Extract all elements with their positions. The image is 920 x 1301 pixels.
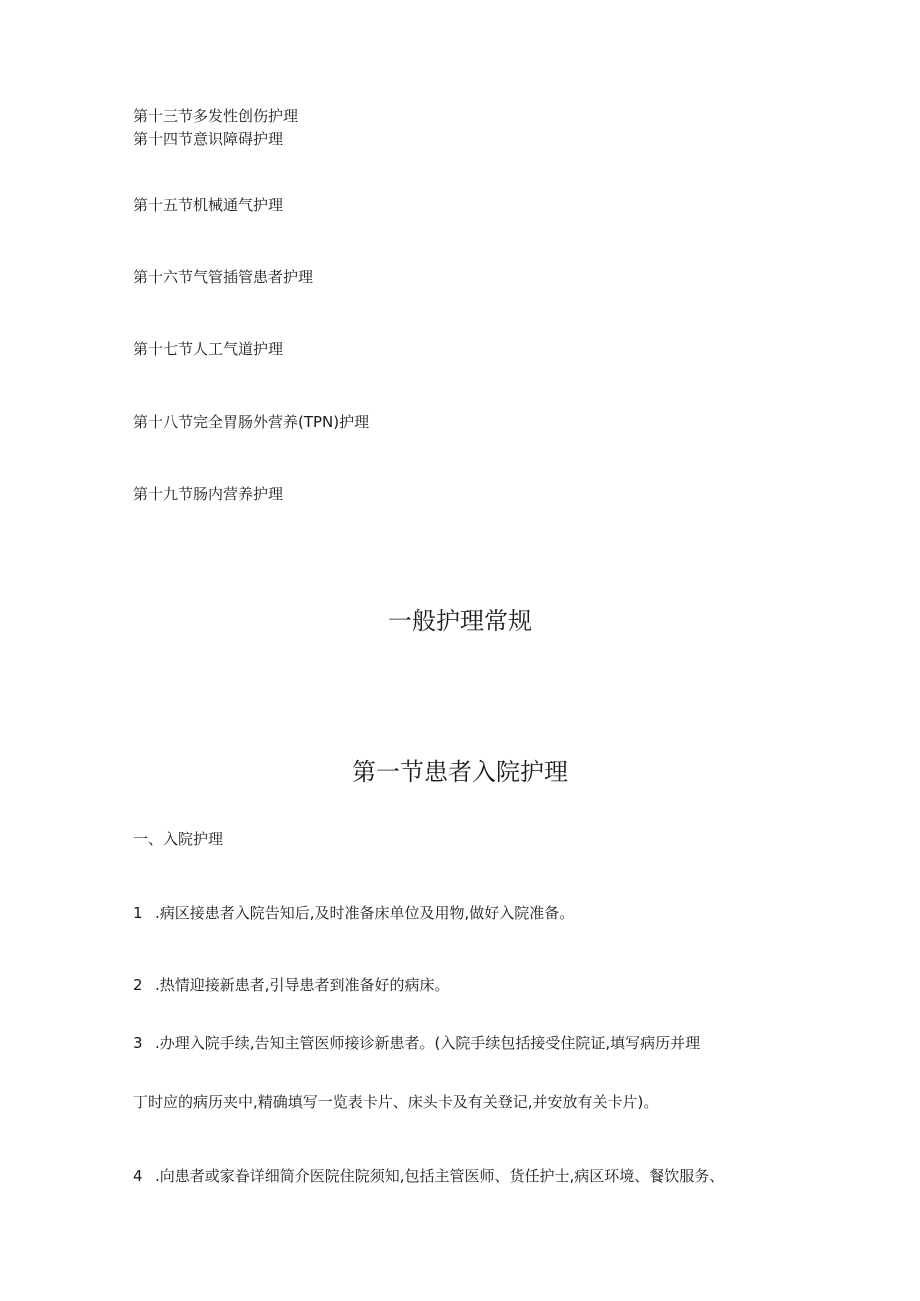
list-item-continuation bbox=[133, 1092, 658, 1112]
toc-item: 第十八节完全胃肠外营养(TPN)护理 bbox=[133, 413, 370, 431]
list-item bbox=[133, 1166, 724, 1186]
toc-item: 第十七节人工气道护理 bbox=[133, 340, 284, 358]
chapter-title: 一般护理常规 bbox=[388, 607, 532, 635]
toc-item: 第十九节肠内营养护理 bbox=[133, 485, 284, 503]
list-item-number: 3 bbox=[133, 1034, 143, 1052]
list-item bbox=[133, 1033, 700, 1053]
list-item-number: 1 bbox=[133, 904, 143, 922]
list-item-number: 2 bbox=[133, 976, 143, 994]
list-item-text: 丁时应的病历夹中,精确填写一览表卡片、床头卡及有关登记,并安放有关卡片)。 bbox=[133, 1093, 659, 1111]
list-item-text: .热情迎接新患者,引导患者到准备好的病床。 bbox=[155, 976, 450, 994]
toc-item: 第十三节多发性创伤护理 bbox=[133, 107, 299, 125]
list-item bbox=[133, 975, 450, 995]
list-item-text: .病区接患者入院告知后,及时准备床单位及用物,做好入院准备。 bbox=[155, 904, 575, 922]
toc-item: 第十六节气管插管患者护理 bbox=[133, 268, 314, 286]
toc-item: 第十五节机械通气护理 bbox=[133, 196, 284, 214]
section-title: 第一节患者入院护理 bbox=[352, 758, 568, 786]
subsection-heading: 一、入院护理 bbox=[133, 830, 224, 848]
list-item-number: 4 bbox=[133, 1167, 143, 1185]
list-item-text: .向患者或家眷详细简介医院住院须知,包括主管医师、货任护士,病区环境、餐饮服务、 bbox=[155, 1167, 725, 1185]
list-item-text: .办理入院手续,告知主管医师接诊新患者。(入院手续包括接受住院证,填写病历并理 bbox=[155, 1034, 701, 1052]
list-item bbox=[133, 903, 574, 923]
toc-item: 第十四节意识障碍护理 bbox=[133, 130, 284, 148]
